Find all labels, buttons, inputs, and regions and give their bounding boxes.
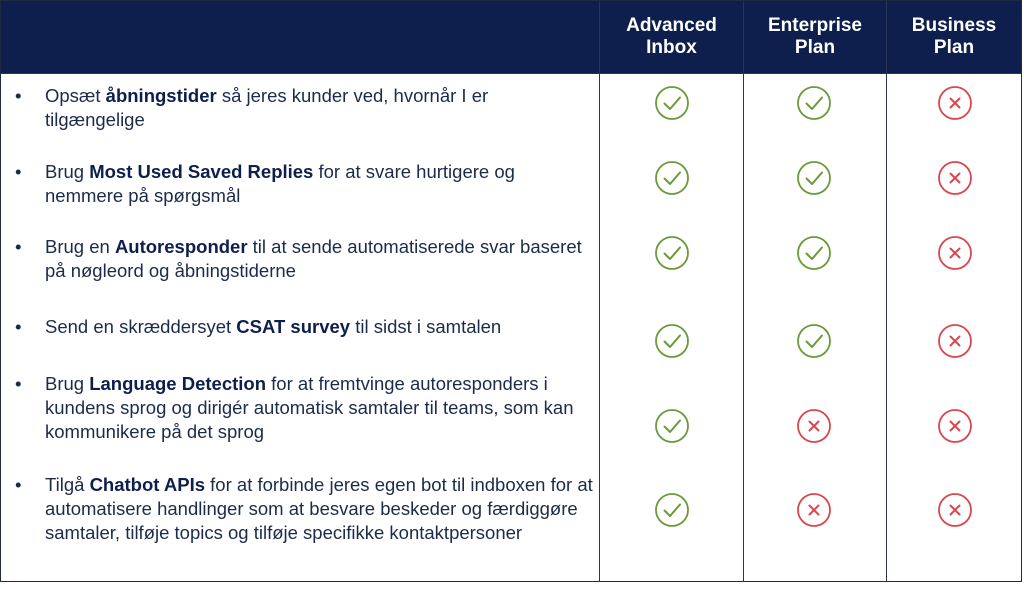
column-divider	[743, 1, 744, 581]
feature-text	[45, 473, 593, 545]
column-header-business-plan: Business Plan	[911, 15, 997, 58]
feature-name: Most Used Saved Replies	[89, 161, 314, 182]
feature-text-pre: Opsæt	[45, 85, 106, 106]
cross-icon	[937, 492, 973, 528]
feature-text-pre: Brug en	[45, 236, 115, 257]
feature-text-pre: Brug	[45, 373, 90, 394]
feature-text	[45, 84, 593, 132]
feature-text-post: til sidst i samtalen	[350, 316, 502, 337]
cross-icon	[796, 492, 832, 528]
bullet-icon: •	[15, 161, 22, 182]
bullet-icon: •	[15, 236, 22, 257]
feature-name: åbningstider	[105, 85, 217, 106]
bullet-icon: •	[15, 316, 22, 337]
feature-text-post: til at sende automatiserede svar baseret på nøgleord og åbningstiderne	[45, 236, 582, 281]
check-icon	[654, 85, 690, 121]
column-header-advanced-inbox: Advanced Inbox	[626, 15, 717, 58]
bullet-icon: •	[15, 85, 22, 106]
feature-name: Chatbot APIs	[89, 474, 206, 495]
feature-text	[45, 315, 593, 339]
feature-name: CSAT survey	[236, 316, 351, 337]
column-header-enterprise-plan: Enterprise Plan	[768, 15, 862, 58]
check-icon	[654, 323, 690, 359]
check-icon	[654, 492, 690, 528]
feature-text	[45, 372, 593, 444]
feature-text-post: for at fremtvinge autoresponders i kundens sprog og dirigér automatisk samtaler til teams, som kan kommunikere på det sprog	[45, 373, 574, 442]
feature-text	[45, 235, 593, 283]
check-icon	[654, 160, 690, 196]
feature-text-pre: Brug	[45, 161, 90, 182]
bullet-icon: •	[15, 373, 22, 394]
column-divider	[886, 1, 887, 581]
bullet-icon: •	[15, 474, 22, 495]
cross-icon	[937, 85, 973, 121]
cross-icon	[796, 408, 832, 444]
check-icon	[796, 160, 832, 196]
check-icon	[796, 85, 832, 121]
cross-icon	[937, 323, 973, 359]
check-icon	[654, 235, 690, 271]
feature-name: Language Detection	[89, 373, 267, 394]
feature-name: Autoresponder	[114, 236, 248, 257]
table-header	[1, 1, 1021, 73]
feature-text-pre: Tilgå	[45, 474, 90, 495]
feature-text	[45, 160, 593, 208]
cross-icon	[937, 160, 973, 196]
header-divider	[1, 73, 1021, 74]
feature-text-post: så jeres kunder ved, hvornår I er tilgængelige	[45, 85, 489, 130]
feature-text-post: for at forbinde jeres egen bot til indboxen for at automatisere handlinger som at besvare beskeder og færdiggøre samtaler, tilføje topics og tilføje specifikke kontaktpersoner	[45, 474, 593, 543]
feature-text-post: for at svare hurtigere og nemmere på spørgsmål	[45, 161, 515, 206]
check-icon	[796, 235, 832, 271]
check-icon	[654, 408, 690, 444]
column-divider	[599, 1, 600, 581]
feature-text-pre: Send en skræddersyet	[45, 316, 237, 337]
cross-icon	[937, 235, 973, 271]
check-icon	[796, 323, 832, 359]
cross-icon	[937, 408, 973, 444]
